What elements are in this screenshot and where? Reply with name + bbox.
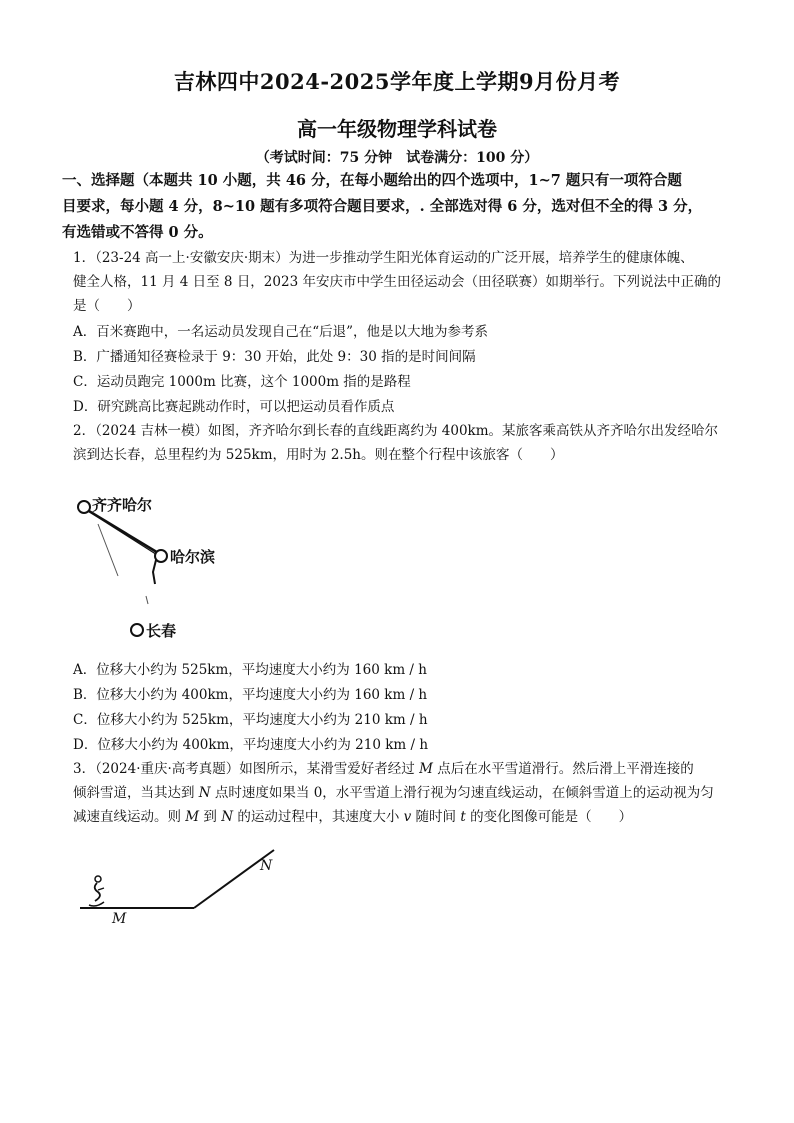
q3-var-m: M xyxy=(419,761,433,777)
q3-var-v: v xyxy=(403,809,412,825)
q3-stem-line-2 xyxy=(73,782,733,804)
section-heading-line-1: 一、选择题（本题共 10 小题，共 46 分，在每小题给出的四个选项中，1~7 题只有一项符合题 xyxy=(62,172,682,189)
q1-option-b: B．广播通知径赛检录于 9：30 开始，此处 9：30 指的是时间间隔 xyxy=(73,349,476,365)
route-qiqihar-harbin-edge xyxy=(88,511,162,558)
q2-option-d: D．位移大小约为 400km，平均速度大小约为 210 km / h xyxy=(73,737,429,753)
q2-option-c: C．位移大小约为 525km，平均速度大小约为 210 km / h xyxy=(73,712,428,728)
q1-stem-line-1: 1．（23-24 高一上·安徽安庆·期末）为进一步推动学生阳光体育运动的广泛开展，培养学生的健康体魄、 xyxy=(73,250,694,266)
q3-text: 到 xyxy=(199,809,222,825)
point-label-m: M xyxy=(112,911,127,927)
q3-text: 倾斜雪道，当其达到 xyxy=(73,785,199,801)
q2-option-b: B．位移大小约为 400km，平均速度大小约为 160 km / h xyxy=(73,687,428,703)
q2-stem-line-2: 滨到达长春，总里程约为 525km，用时为 2.5h。则在整个行程中该旅客（ ） xyxy=(73,447,564,463)
q3-stem-line-1 xyxy=(73,758,733,780)
ski-slope-figure xyxy=(76,846,296,926)
q2-option-a: A．位移大小约为 525km，平均速度大小约为 160 km / h xyxy=(73,662,427,678)
q1-stem-line-2: 健全人格，11 月 4 日至 8 日，2023 年安庆市中学生田径运动会（田径联赛）如期举行。下列说法中正确的 xyxy=(73,274,721,290)
route-harbin-south xyxy=(153,560,156,584)
section-heading-line-3: 有选错或不答得 0 分。 xyxy=(62,224,213,241)
q3-text: 随时间 xyxy=(411,809,461,825)
section-heading-line-2: 目要求，每小题 4 分，8~10 题有多项符合题目要求，. 全部选对得 6 分，选对但不全的得 3 分， xyxy=(62,198,703,215)
city-marker-harbin xyxy=(155,550,167,562)
q3-stem-line-3 xyxy=(73,806,733,828)
q3-text: 点时速度如果当 0，水平雪道上滑行视为匀速直线运动，在倾斜雪道上的运动视为匀 xyxy=(210,785,714,801)
q3-text: 的运动过程中，其速度大小 xyxy=(233,809,404,825)
city-marker-changchun xyxy=(131,624,143,636)
q3-var-t: t xyxy=(460,809,466,825)
city-label-harbin: 哈尔滨 xyxy=(170,548,216,566)
q3-text: 点后在水平雪道滑行。然后滑上平滑连接的 xyxy=(432,761,694,777)
q1-option-c: C．运动员跑完 1000m 比赛，这个 1000m 指的是路程 xyxy=(73,374,411,390)
route-qiqihar-harbin xyxy=(84,508,160,554)
point-label-n: N xyxy=(260,858,273,874)
city-label-changchun: 长春 xyxy=(146,622,177,640)
q2-stem-line-1: 2．（2024 吉林一模）如图，齐齐哈尔到长春的直线距离约为 400km。某旅客乘高铁从齐齐哈尔出发经哈尔 xyxy=(73,423,719,439)
q1-option-d: D．研究跳高比赛起跳动作时，可以把运动员看作质点 xyxy=(73,399,395,415)
exam-subtitle: 高一年级物理学科试卷 xyxy=(297,117,497,141)
q1-stem-line-3: 是（ ） xyxy=(73,298,141,314)
q3-var-m: M xyxy=(185,809,200,825)
q3-text: 3．（2024·重庆·高考真题）如图所示，某滑雪爱好者经过 xyxy=(73,761,420,777)
exam-info: （考试时间：75 分钟 试卷满分：100 分） xyxy=(255,150,539,166)
straight-line-segment xyxy=(98,524,118,576)
q3-text: 的变化图像可能是（ ） xyxy=(465,809,633,825)
rail-map-figure xyxy=(60,488,300,648)
skier-icon xyxy=(89,876,104,906)
q3-var-n: N xyxy=(221,809,234,825)
exam-title: 吉林四中2024-2025学年度上学期9月份月考 xyxy=(173,69,621,94)
straight-line-dash xyxy=(146,596,148,604)
q3-text: 减速直线运动。则 xyxy=(73,809,186,825)
city-marker-qiqihar xyxy=(78,501,90,513)
city-label-qiqihar: 齐齐哈尔 xyxy=(92,496,153,514)
q3-var-n: N xyxy=(198,785,211,801)
q1-option-a: A．百米赛跑中，一名运动员发现自己在“后退”，他是以大地为参考系 xyxy=(73,324,489,340)
